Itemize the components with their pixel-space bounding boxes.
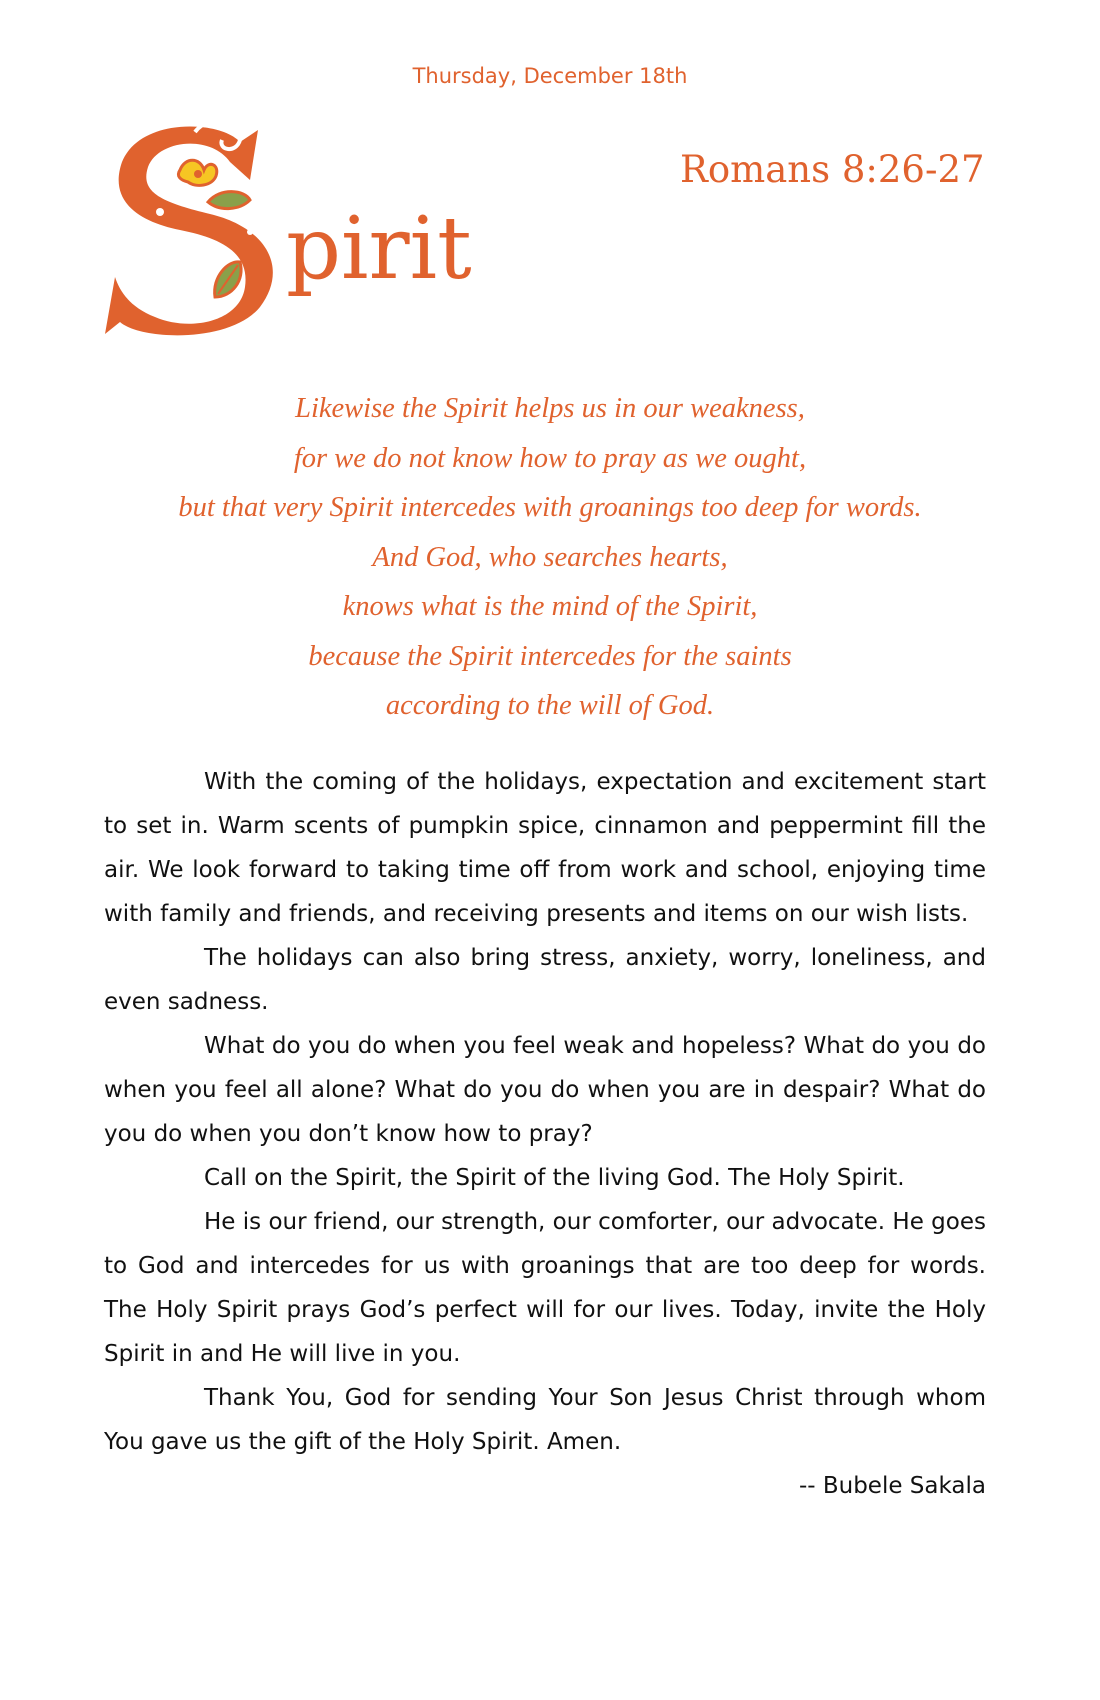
- devotional-paragraph: What do you do when you feel weak and hopeless? What do you do when you feel all alone? What do you do when you are in despair? What do you do when you don’t know how to pray?: [104, 1033, 986, 1147]
- scripture-reference: Romans 8:26-27: [680, 148, 985, 191]
- verse-line: And God, who searches hearts,: [372, 541, 728, 573]
- flower-ornament: [178, 160, 216, 185]
- devotional-body: [104, 760, 986, 1508]
- devotional-paragraph: The holidays can also bring stress, anxiety, worry, loneliness, and even sadness.: [104, 945, 986, 1015]
- verse-line: according to the will of God.: [385, 690, 715, 721]
- scripture-verse: [100, 384, 1000, 731]
- devotional-paragraph: He is our friend, our strength, our comforter, our advocate. He goes to God and intercedes for us with groanings that are too deep for words. The Holy Spirit prays God’s perfect will for our lives. Today, invite the Holy Spirit in and He will live in you.: [104, 1209, 986, 1367]
- author-signature: -- Bubele Sakala: [798, 1473, 986, 1499]
- devotional-paragraph: Thank You, God for sending Your Son Jesus Christ through whom You gave us the gift of the Holy Spirit. Amen.: [104, 1385, 986, 1455]
- verse-line: for we do not know how to pray as we ought,: [293, 442, 807, 474]
- leaf-ornament-top: [208, 192, 250, 209]
- verse-line: but that very Spirit intercedes with groanings too deep for words.: [178, 492, 922, 523]
- verse-line: because the Spirit intercedes for the saints: [308, 640, 792, 672]
- verse-line: knows what is the mind of the Spirit,: [342, 591, 758, 622]
- title-word-rest: pirit: [286, 199, 472, 299]
- illuminated-initial-s: [100, 112, 290, 342]
- devotional-paragraph: Call on the Spirit, the Spirit of the living God. The Holy Spirit.: [204, 1165, 905, 1191]
- verse-line: Likewise the Spirit helps us in our weakness,: [295, 393, 805, 424]
- devotional-paragraph: With the coming of the holidays, expectation and excitement start to set in. Warm scents of pumpkin spice, cinnamon and peppermint fill the air. We look forward to taking time off from work and school, enjoying time with family and friends, and receiving presents and items on our wish lists.: [104, 769, 986, 927]
- date-line: Thursday, December 18th: [412, 64, 688, 88]
